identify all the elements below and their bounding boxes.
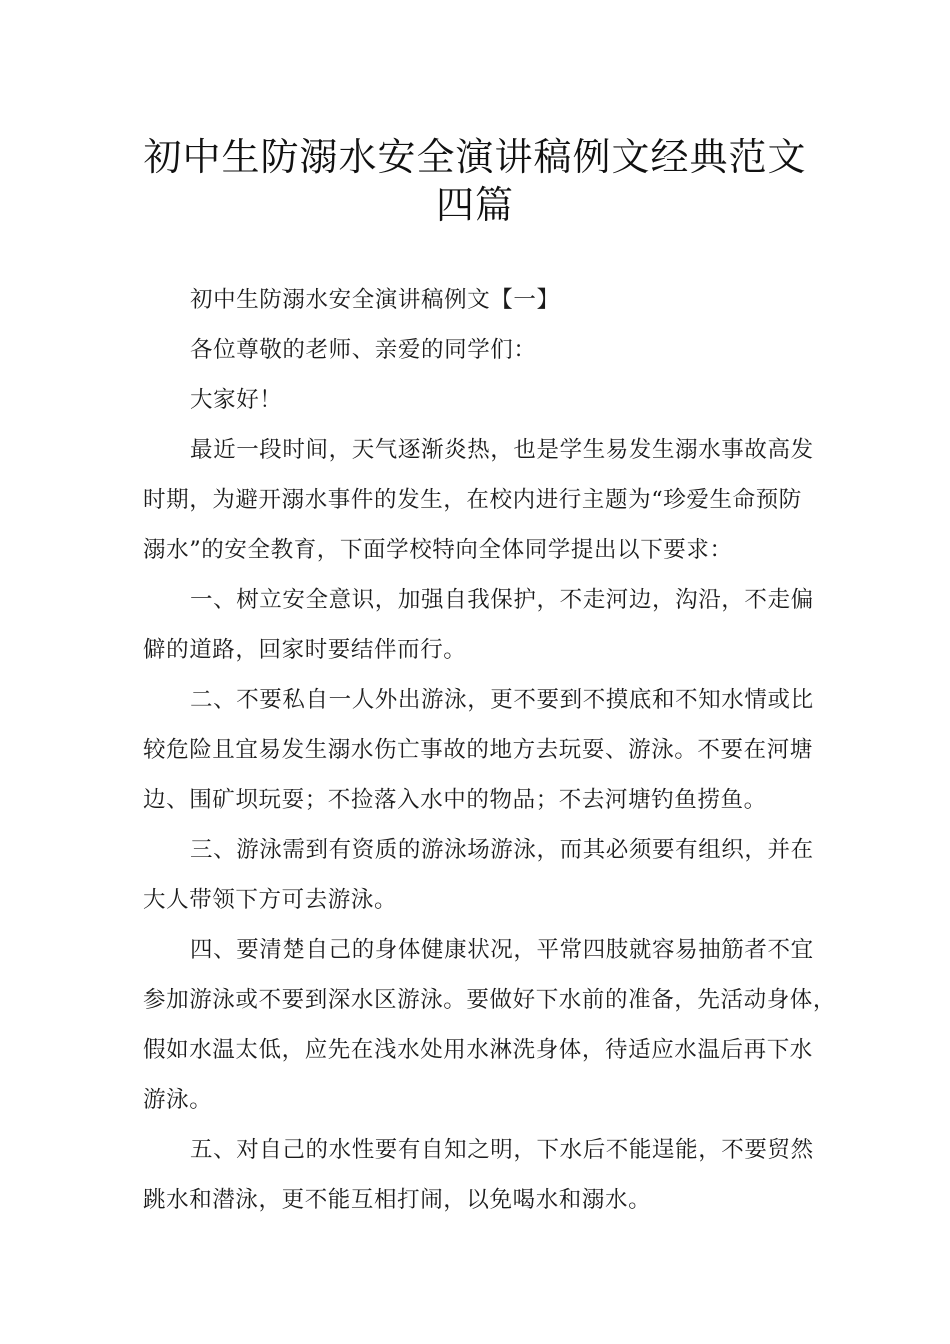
- paragraph-line: 较危险且宜易发生溺水伤亡事故的地方去玩耍、游泳。不要在河塘: [143, 737, 813, 763]
- paragraph-line: 跳水和潜泳，更不能互相打闹，以免喝水和溺水。: [143, 1187, 652, 1213]
- paragraph-line: 参加游泳或不要到深水区游泳。要做好下水前的准备，先活动身体，: [143, 987, 837, 1013]
- paragraph-line: 溺水”的安全教育，下面学校特向全体同学提出以下要求：: [143, 537, 733, 563]
- document-title-line-2: 四篇: [435, 183, 514, 227]
- section-heading: 初中生防溺水安全演讲稿例文【一】: [190, 287, 560, 313]
- paragraph-line: 边、围矿坝玩耍；不捡落入水中的物品；不去河塘钓鱼捞鱼。: [143, 787, 767, 813]
- document-title-line-1: 初中生防溺水安全演讲稿例文经典范文: [143, 135, 807, 179]
- paragraph-line: 最近一段时间，天气逐渐炎热，也是学生易发生溺水事故高发: [190, 437, 814, 463]
- paragraph-line: 三、游泳需到有资质的游泳场游泳，而其必须要有组织，并在: [190, 837, 814, 863]
- salutation: 各位尊敬的老师、亲爱的同学们：: [190, 337, 537, 363]
- paragraph-line: 一、树立安全意识，加强自我保护，不走河边，沟沿，不走偏: [190, 587, 814, 613]
- paragraph-line: 五、对自己的水性要有自知之明，下水后不能逞能，不要贸然: [190, 1137, 814, 1163]
- paragraph-line: 僻的道路，回家时要结伴而行。: [143, 637, 467, 663]
- paragraph-line: 二、不要私自一人外出游泳，更不要到不摸底和不知水情或比: [190, 687, 814, 713]
- paragraph-line: 四、要清楚自己的身体健康状况，平常四肢就容易抽筋者不宜: [190, 937, 814, 963]
- paragraph-line: 大人带领下方可去游泳。: [143, 887, 398, 913]
- paragraph-line: 游泳。: [143, 1087, 213, 1113]
- paragraph-line: 时期，为避开溺水事件的发生，在校内进行主题为“珍爱生命预防: [143, 487, 802, 513]
- greeting: 大家好！: [190, 387, 283, 413]
- paragraph-line: 假如水温太低，应先在浅水处用水淋洗身体，待适应水温后再下水: [143, 1037, 813, 1063]
